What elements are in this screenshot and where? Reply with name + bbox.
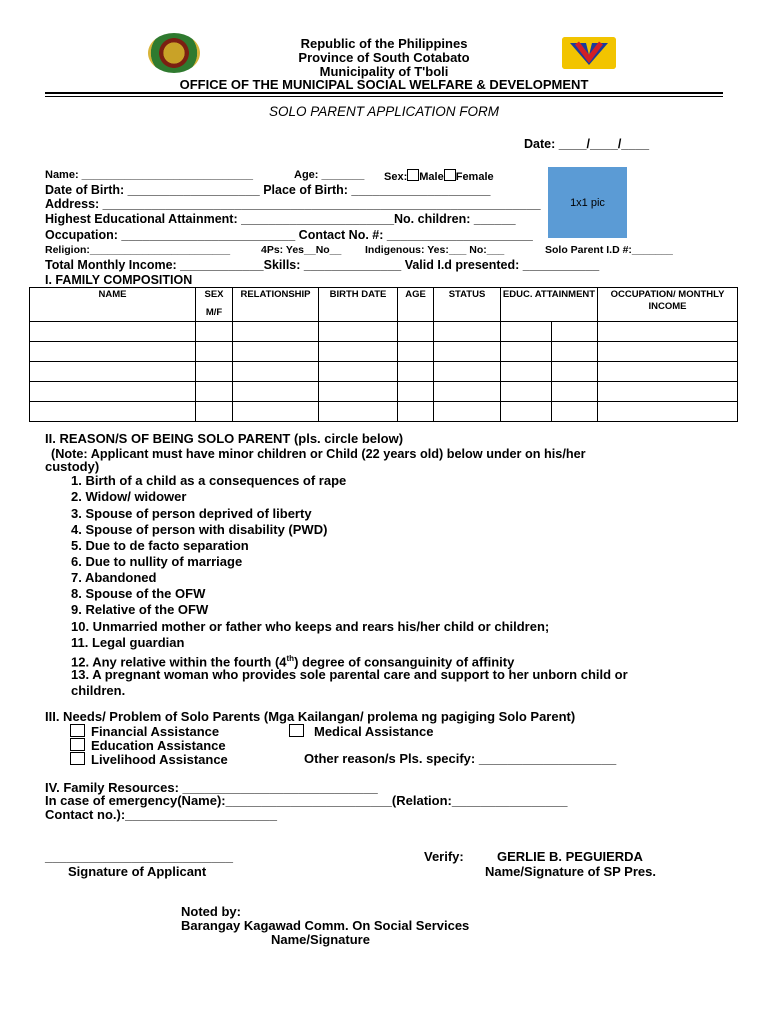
col-status: STATUS — [434, 288, 501, 322]
address-field[interactable]: Address: _______________________________________________________________ — [45, 197, 541, 211]
financial-option[interactable] — [70, 724, 219, 739]
col-sex-label: SEX — [204, 289, 224, 300]
form-title: SOLO PARENT APPLICATION FORM — [268, 104, 500, 119]
education-label: Education Assistance — [91, 738, 226, 753]
header-line-republic: Republic of the Philippines — [300, 36, 468, 51]
reason-item[interactable]: 3. Spouse of person deprived of liberty — [71, 506, 312, 521]
table-row — [30, 362, 738, 382]
livelihood-checkbox[interactable] — [70, 752, 85, 765]
family-resources-field[interactable]: IV. Family Resources: ___________________________ — [45, 780, 378, 795]
income-field[interactable]: Total Monthly Income: ____________Skills: ______________ Valid I.d presented: ___________ — [45, 258, 600, 272]
reason-12-text: 12. Any relative within the fourth (4 — [71, 654, 287, 670]
name-field[interactable]: Name: ____________________________ — [45, 169, 253, 181]
header-office: OFFICE OF THE MUNICIPAL SOCIAL WELFARE & DEVELOPMENT — [179, 77, 589, 92]
dob-field[interactable]: Date of Birth: ___________________ Place of Birth: ____________________ — [45, 183, 491, 197]
col-age: AGE — [398, 288, 434, 322]
other-reason-field[interactable]: Other reason/s Pls. specify: ___________________ — [304, 751, 617, 766]
medical-option[interactable] — [289, 724, 433, 739]
female-label: Female — [455, 171, 494, 183]
education-field[interactable]: Highest Educational Attainment: ______________________No. children: ______ — [45, 212, 516, 226]
reasons-heading: II. REASON/S OF BEING SOLO PARENT (pls. circle below) — [45, 431, 404, 446]
4ps-field[interactable]: 4Ps: Yes__No__ — [261, 244, 342, 256]
medical-label: Medical Assistance — [314, 724, 434, 739]
table-row — [30, 382, 738, 402]
reasons-note: (Note: Applicant must have minor children or Child (22 years old) below under on his/her — [51, 447, 586, 461]
header-divider — [45, 92, 723, 94]
col-occupation: OCCUPATION/ MONTHLY INCOME — [598, 288, 738, 322]
family-composition-table — [29, 287, 738, 422]
applicant-signature-line[interactable]: __________________________ — [45, 849, 233, 864]
financial-checkbox[interactable] — [70, 724, 85, 737]
livelihood-label: Livelihood Assistance — [91, 752, 228, 767]
barangay-kagawad-label: Barangay Kagawad Comm. On Social Services — [181, 918, 470, 933]
reason-12-text-end: ) degree of consanguinity of affinity — [294, 654, 515, 670]
reason-item[interactable]: 10. Unmarried mother or father who keeps and rears his/her child or children; — [71, 619, 550, 634]
family-composition-heading: I. FAMILY COMPOSITION — [45, 273, 193, 287]
emergency-contact-field[interactable]: In case of emergency(Name):_______________________(Relation:________________ — [45, 793, 568, 808]
needs-heading: III. Needs/ Problem of Solo Parents (Mga Kailangan/ prolema ng pagiging Solo Parent) — [45, 709, 576, 724]
age-field[interactable]: Age: _______ — [294, 169, 365, 181]
noted-by-label: Noted by: — [181, 904, 241, 919]
sex-label: Sex: — [384, 171, 408, 183]
photo-placeholder: 1x1 pic — [548, 167, 627, 238]
reason-item[interactable]: 6. Due to nullity of marriage — [71, 554, 243, 569]
male-label: Male — [419, 171, 444, 183]
female-checkbox[interactable] — [444, 169, 456, 181]
noted-name-signature: Name/Signature — [271, 932, 370, 947]
medical-checkbox[interactable] — [289, 724, 304, 737]
reason-item[interactable]: 7. Abandoned — [71, 570, 157, 585]
col-name: NAME — [30, 288, 196, 322]
reason-item[interactable]: 5. Due to de facto separation — [71, 538, 249, 553]
reason-item[interactable]: 1. Birth of a child as a consequences of rape — [71, 473, 347, 488]
reason-item[interactable]: 2. Widow/ widower — [71, 489, 187, 504]
reason-item-13[interactable]: 13. A pregnant woman who provides sole parental care and support to her unborn child or — [71, 667, 628, 682]
education-option[interactable] — [70, 738, 226, 753]
reason-item[interactable]: 4. Spouse of person with disability (PWD) — [71, 522, 328, 537]
reasons-note-cont: custody) — [45, 459, 100, 474]
col-relationship: RELATIONSHIP — [233, 288, 319, 322]
col-sex-sub: M/F — [205, 307, 223, 318]
header-line-province: Province of South Cotabato — [298, 50, 470, 65]
col-birthdate: BIRTH DATE — [319, 288, 398, 322]
reason-12-sup: th — [286, 654, 295, 663]
date-field[interactable]: Date: ____/____/____ — [524, 137, 650, 151]
education-checkbox[interactable] — [70, 738, 85, 751]
sex-field — [384, 169, 494, 184]
reason-item[interactable]: 8. Spouse of the OFW — [71, 586, 206, 601]
reason-item-13-cont: children. — [71, 683, 126, 698]
verify-label: Verify: — [424, 849, 464, 864]
table-header-row — [30, 288, 738, 322]
header-divider-thin — [45, 96, 723, 97]
col-sex — [196, 288, 233, 322]
livelihood-option[interactable] — [70, 752, 228, 767]
verifier-name: GERLIE B. PEGUIERDA — [497, 849, 643, 864]
header-line-municipality: Municipality of T'boli — [319, 64, 449, 79]
contact-no-field[interactable]: Contact no.):_____________________ — [45, 807, 277, 822]
applicant-signature-label: Signature of Applicant — [68, 864, 207, 879]
financial-label: Financial Assistance — [91, 724, 220, 739]
reason-item[interactable]: 11. Legal guardian — [71, 635, 185, 650]
table-row — [30, 322, 738, 342]
sp-pres-label: Name/Signature of SP Pres. — [485, 864, 656, 879]
occupation-field[interactable]: Occupation: _________________________ Contact No. #: _____________________ — [45, 228, 533, 242]
indigenous-field[interactable]: Indigenous: Yes:___ No:___ — [365, 244, 505, 256]
table-row — [30, 402, 738, 422]
religion-field[interactable]: Religion:________________________ — [45, 244, 231, 256]
col-educ: EDUC. ATTAINMENT — [501, 288, 598, 322]
reason-item[interactable]: 9. Relative of the OFW — [71, 602, 209, 617]
solo-parent-id-field[interactable]: Solo Parent I.D #:_______ — [545, 244, 673, 256]
table-row — [30, 342, 738, 362]
male-checkbox[interactable] — [407, 169, 419, 181]
